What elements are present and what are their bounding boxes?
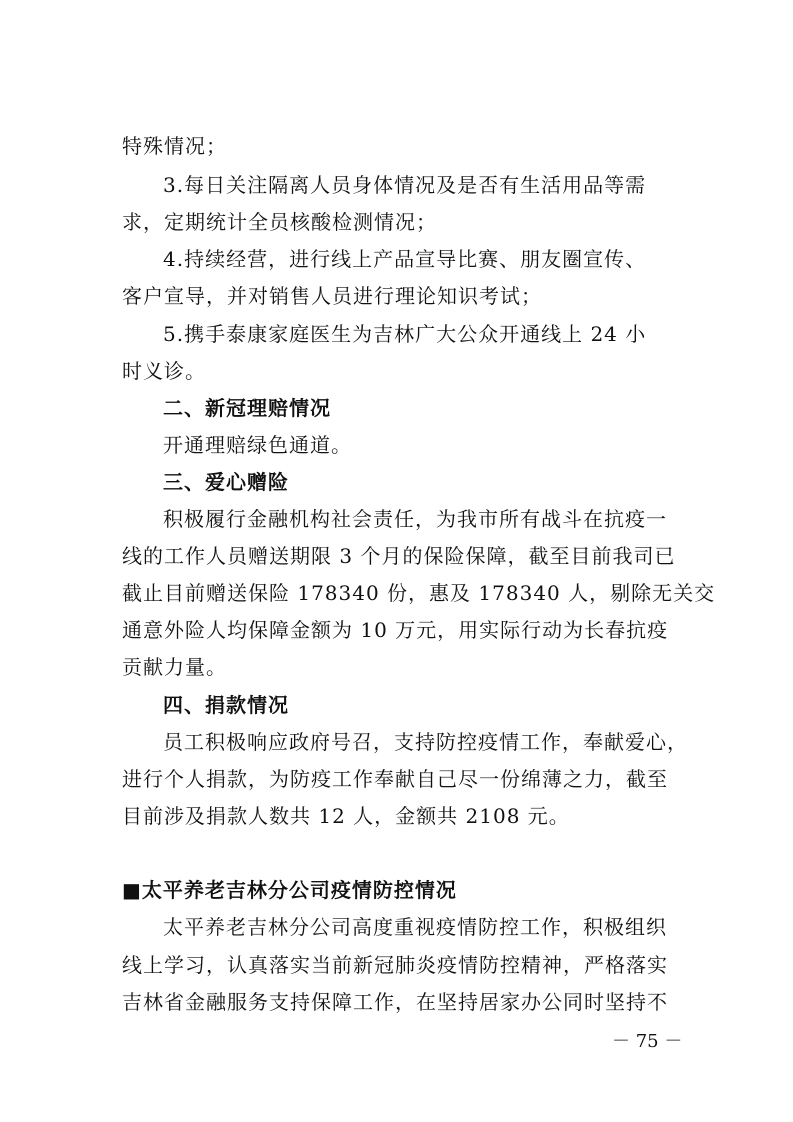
paragraph-line: 目前涉及捐款人数共 12 人，金额共 2108 元。 [122,804,570,828]
paragraph-line: 客户宣导，并对销售人员进行理论知识考试； [122,284,542,308]
paragraph-line: 通意外险人均保障金额为 10 万元，用实际行动为长春抗疫 [122,618,669,642]
paragraph-line: 贡献力量。 [122,655,227,679]
paragraph-line: 时义诊。 [122,359,206,383]
paragraph-line: 开通理赔绿色通道。 [163,433,352,457]
paragraph-line: 截止目前赠送保险 178340 份，惠及 178340 人，剔除无关交 [122,581,716,605]
paragraph-line: 5.携手泰康家庭医生为吉林广大公众开通线上 24 小 [163,322,647,346]
paragraph-line: 线上学习，认真落实当前新冠肺炎疫情防控精神，严格落实 [122,953,668,977]
paragraph-line: 吉林省金融服务支持保障工作，在坚持居家办公同时坚持不 [122,990,668,1014]
section-title: ■太平养老吉林分公司疫情防控情况 [122,878,457,902]
section-heading: 四、捐款情况 [163,693,289,717]
paragraph-line: 员工积极响应政府号召，支持防控疫情工作，奉献爱心， [163,730,688,754]
paragraph-line: 太平养老吉林分公司高度重视疫情防控工作，积极组织 [163,915,667,939]
section-heading: 三、爱心赠险 [163,470,289,494]
paragraph-line: 特殊情况； [122,134,227,158]
paragraph-line: 进行个人捐款，为防疫工作奉献自己尽一份绵薄之力，截至 [122,767,668,791]
page-number: － 75 － [612,1031,683,1052]
paragraph-line: 4.持续经营，进行线上产品宣导比赛、朋友圈宣传、 [163,247,647,271]
paragraph-line: 求，定期统计全员核酸检测情况； [122,210,437,234]
paragraph-line: 积极履行金融机构社会责任，为我市所有战斗在抗疫一 [163,507,667,531]
section-heading: 二、新冠理赔情况 [163,396,331,420]
paragraph-line: 线的工作人员赠送期限 3 个月的保险保障，截至目前我司已 [122,544,676,568]
paragraph-line: 3.每日关注隔离人员身体情况及是否有生活用品等需 [163,173,647,197]
